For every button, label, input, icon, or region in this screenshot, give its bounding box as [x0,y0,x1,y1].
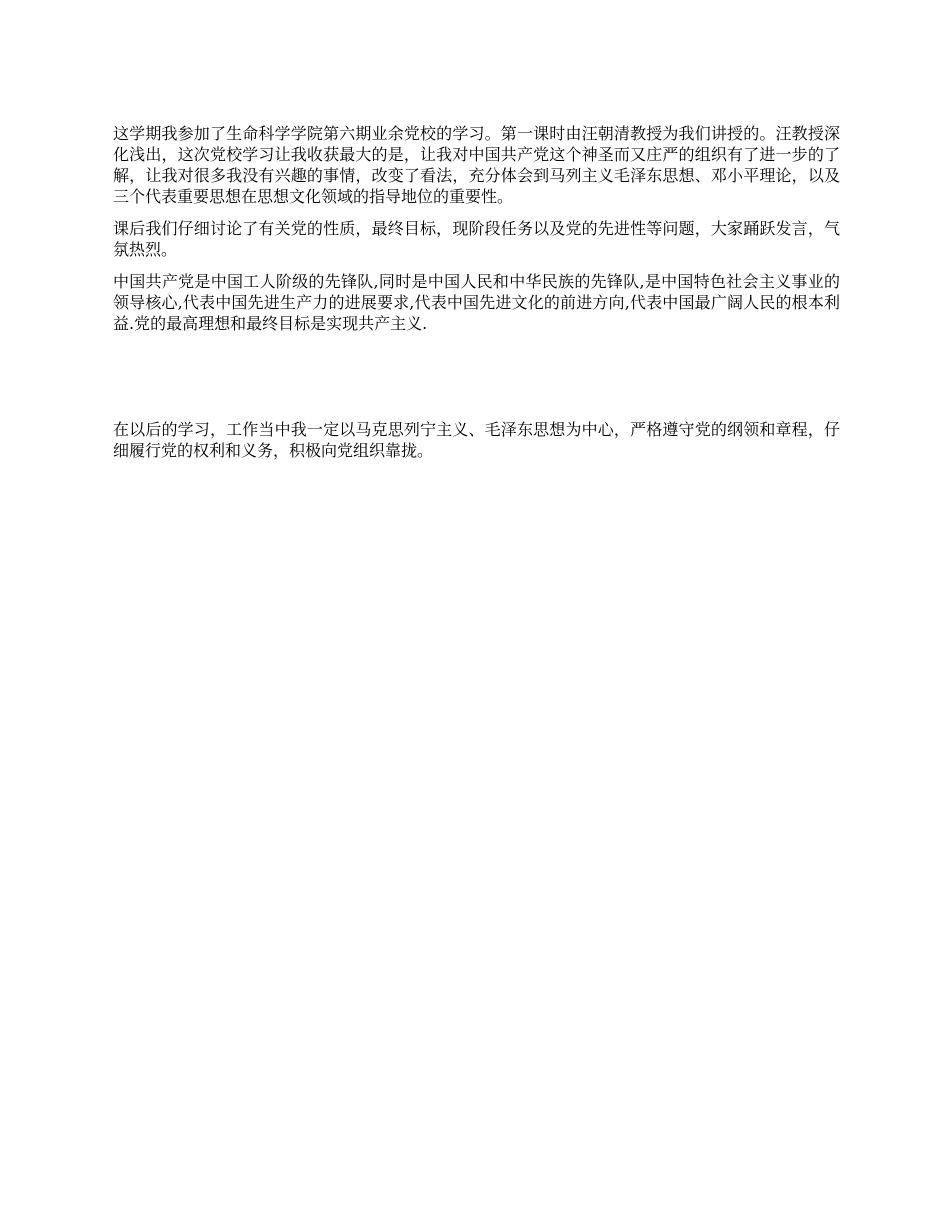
paragraph-intro: 这学期我参加了生命科学学院第六期业余党校的学习。第一课时由汪朝清教授为我们讲授的。汪教授深化浅出，这次党校学习让我收获最大的是，让我对中国共产党这个神圣而又庄严的组织有了进一步的了解，让我对很多我没有兴趣的事情，改变了看法，充分体会到马列主义毛泽东思想、邓小平理论，以及三个代表重要思想在思想文化领域的指导地位的重要性。 [113,124,840,206]
paragraph-discussion: 课后我们仔细讨论了有关党的性质，最终目标，现阶段任务以及党的先进性等问题，大家踊跃发言，气氛热烈。 [113,219,840,259]
paragraph-conclusion: 在以后的学习，工作当中我一定以马克思列宁主义、毛泽东思想为中心，严格遵守党的纲领和章程，仔细履行党的权利和义务，积极向党组织靠拢。 [113,420,840,460]
document-body [113,123,840,472]
paragraph-party-nature: 中国共产党是中国工人阶级的先锋队,同时是中国人民和中华民族的先锋队,是中国特色社会主义事业的领导核心,代表中国先进生产力的进展要求,代表中国先进文化的前进方向,代表中国最广阔人民的根本利益.党的最高理想和最终目标是实现共产主义. [113,272,840,333]
